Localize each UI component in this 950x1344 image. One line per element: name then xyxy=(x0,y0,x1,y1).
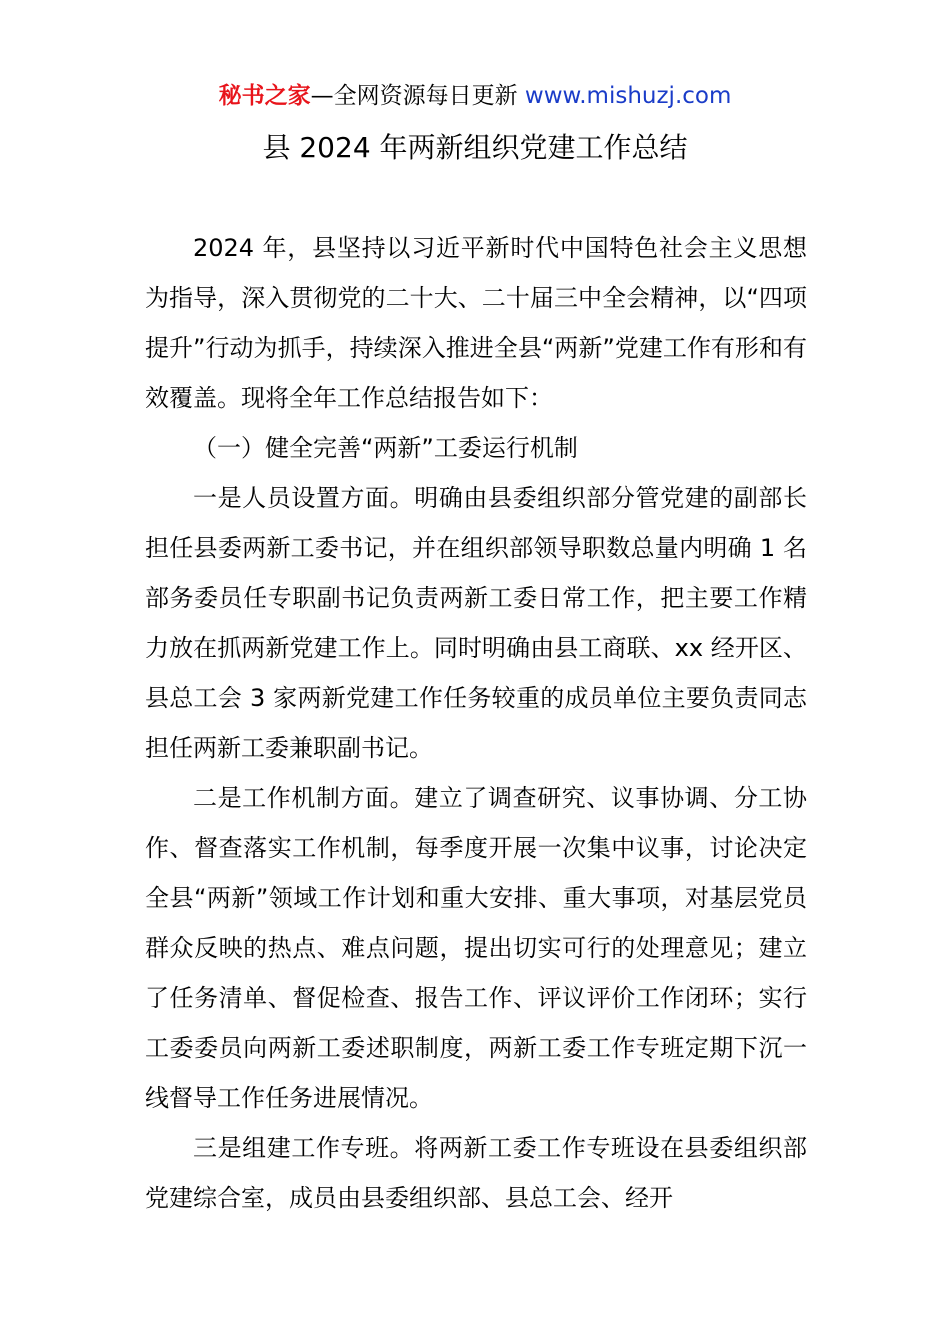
paragraph-task-force: 三是组建工作专班。将两新工委工作专班设在县委组织部党建综合室，成员由县委组织部、县总工会、经开 xyxy=(145,1134,807,1212)
document-body xyxy=(145,223,807,1223)
paragraph-personnel: 一是人员设置方面。明确由县委组织部分管党建的副部长担任县委两新工委书记，并在组织部领导职数总量内明确 1 名部务委员任专职副书记负责两新工委日常工作，把主要工作精力放在抓两新党建工作上。同时明确由县工商联、xx 经开区、县总工会 3 家两新党建工作任务较重的成员单位主要负责同志担任两新工委兼职副书记。 xyxy=(145,484,807,762)
section-heading: （一）健全完善“两新”工委运行机制 xyxy=(193,434,578,462)
brand-name: 秘书之家 xyxy=(218,83,311,109)
paragraph-intro: 2024 年，县坚持以习近平新时代中国特色社会主义思想为指导，深入贯彻党的二十大、二十届三中全会精神，以“四项提升”行动为抓手，持续深入推进全县“两新”党建工作有形和有效覆盖。现将全年工作总结报告如下： xyxy=(145,234,807,412)
site-header xyxy=(0,80,950,112)
paragraph-mechanism: 二是工作机制方面。建立了调查研究、议事协调、分工协作、督查落实工作机制，每季度开展一次集中议事，讨论决定全县“两新”领域工作计划和重大安排、重大事项，对基层党员群众反映的热点、难点问题，提出切实可行的处理意见；建立了任务清单、督促检查、报告工作、评议评价工作闭环；实行工委委员向两新工委述职制度，两新工委工作专班定期下沉一线督导工作任务进展情况。 xyxy=(145,784,807,1112)
header-tagline: —全网资源每日更新 xyxy=(310,83,525,109)
site-url[interactable]: www.mishuzj.com xyxy=(524,83,732,109)
document-title: 县 2024 年两新组织党建工作总结 xyxy=(262,131,688,164)
